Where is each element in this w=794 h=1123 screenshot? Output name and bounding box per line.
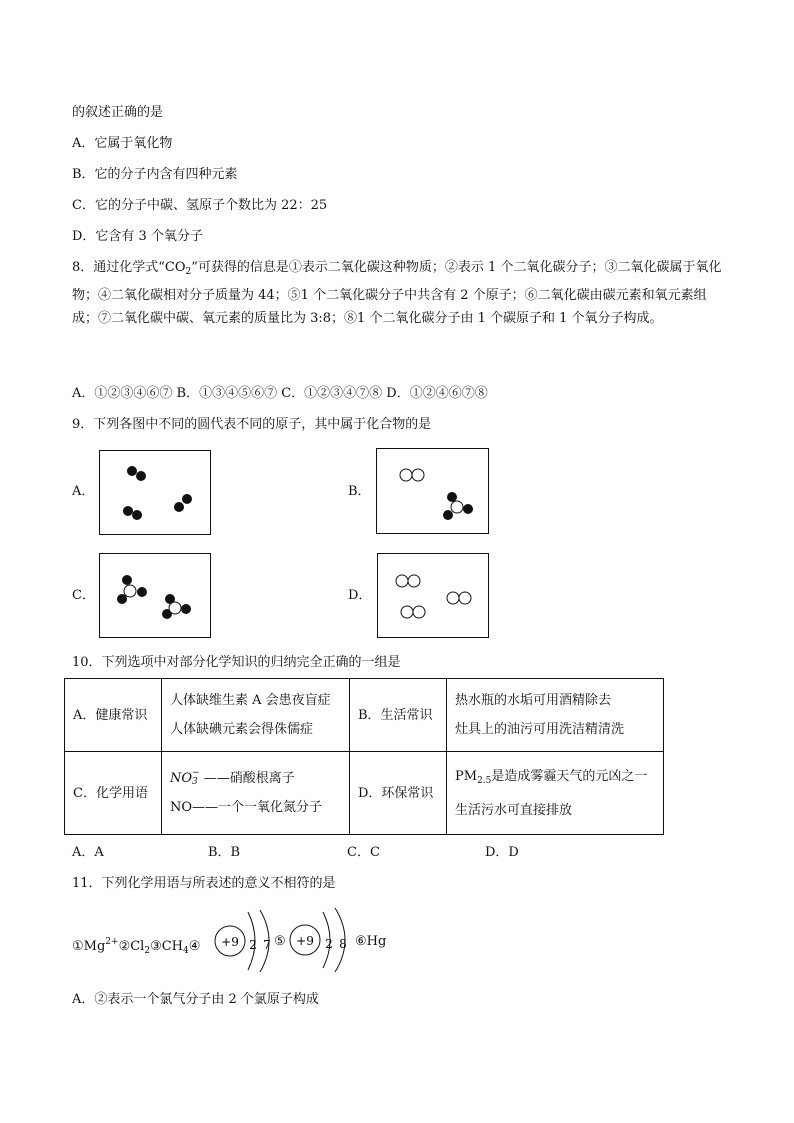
cell-b-label: B．生活常识 [350, 679, 447, 752]
cell-a-line-2: 人体缺碘元素会得侏儒症 [170, 722, 314, 737]
shell-2-electrons-4: 7 [263, 938, 271, 952]
molecule-diagram-a [100, 451, 210, 534]
molecule-diagram-d [378, 554, 488, 637]
q7-option-a: A．它属于氧化物 [72, 136, 173, 151]
cell-d-line-1: $PM_{2.5}$是造成雾霾天气的元凶之一 [455, 768, 648, 786]
q7-option-c: C．它的分子中碳、氢原子个数比为 22：25 [72, 198, 328, 213]
molecule-diagram-c [100, 554, 210, 637]
q11-symbols-1-4: $①Mg^{2+}②Cl_2③CH_4④$ [72, 937, 201, 956]
q9-diagram-b [376, 448, 489, 534]
atom-structure-4 [212, 908, 276, 974]
nucleus-charge-5: +9 [296, 934, 314, 948]
cell-b-line-1: 热水瓶的水垢可用酒精除去 [455, 693, 612, 708]
table-row [65, 752, 664, 835]
q10-option-c: C．C [347, 845, 380, 860]
q9-stem: 9．下列各图中不同的圆代表不同的原子，其中属于化合物的是 [72, 417, 432, 432]
cell-c-content [162, 752, 350, 835]
q11-item-5-label: ⑤ [274, 934, 286, 949]
q9-diagram-d [377, 553, 489, 638]
cell-a-content [162, 679, 350, 752]
q7-option-b: B．它的分子内含有四种元素 [72, 167, 238, 182]
cell-d-line-2: 生活污水可直接排放 [455, 802, 573, 818]
q9-label-c: C． [72, 588, 95, 603]
q9-label-d: D． [348, 588, 372, 603]
q9-label-a: A． [72, 484, 95, 499]
atom-structure-5 [289, 906, 359, 976]
q11-option-a: A．②表示一个氯气分子由 2 个氯原子构成 [72, 992, 319, 1007]
shell-1-electrons-4: 2 [249, 938, 257, 952]
q10-option-d: D．D [485, 845, 519, 860]
cell-a-line-1: 人体缺维生素 A 会患夜盲症 [170, 693, 331, 708]
cell-b-content [447, 679, 664, 752]
cell-a-label: A．健康常识 [65, 679, 162, 752]
cell-d-content [447, 752, 664, 835]
cell-d-label: D．环保常识 [350, 752, 447, 835]
nucleus-charge-4: +9 [221, 935, 239, 949]
q11-stem: 11．下列化学用语与所表述的意义不相符的是 [72, 876, 336, 891]
q9-label-b: B． [348, 484, 371, 499]
cell-c-line-2: NO——一个一氧化氮分子 [170, 800, 323, 815]
shell-1-electrons-5: 2 [325, 937, 333, 951]
q8-stem: 8．通过化学式“$CO_2$”可获得的信息是①表示二氧化碳这种物质；②表示 1 个二氧化碳分子；③二氧化碳属于氧化物；④二氧化碳相对分子质量为 44；⑤1 个二氧化碳分子中共含有 2 个原子；⑥二氧化碳由碳元素和氧元素组成；⑦二氧化碳中碳、氧元素的质量比为 3:8；⑧1 个二氧化碳分子由 1 个碳原子和 1 个氧分子构成。 [72, 260, 722, 326]
shell-2-electrons-5: 8 [339, 937, 347, 951]
cell-b-line-2: 灶具上的油污可用洗洁精清洗 [455, 722, 625, 737]
cell-c-label: C．化学用语 [65, 752, 162, 835]
q10-option-b: B．B [208, 845, 241, 860]
q9-diagram-c [99, 553, 211, 638]
cell-c-line-1: NO − 3 ——硝酸根离子 [170, 768, 295, 787]
q9-diagram-a [99, 450, 211, 535]
q7-stem-tail: 的叙述正确的是 [72, 105, 164, 120]
molecule-diagram-b [377, 449, 488, 533]
q10-option-a: A．A [72, 845, 104, 860]
q11-item-6: ⑥Hg [355, 934, 387, 949]
knowledge-table [64, 678, 664, 835]
q10-stem: 10．下列选项中对部分化学知识的归纳完全正确的一组是 [72, 655, 401, 670]
q7-option-d: D．它含有 3 个氧分子 [72, 229, 203, 244]
table-row [65, 679, 664, 752]
q8-options: A．①②③④⑥⑦ B．①③④⑤⑥⑦ C．①②③④⑦⑧ D．①②④⑥⑦⑧ [72, 386, 488, 401]
